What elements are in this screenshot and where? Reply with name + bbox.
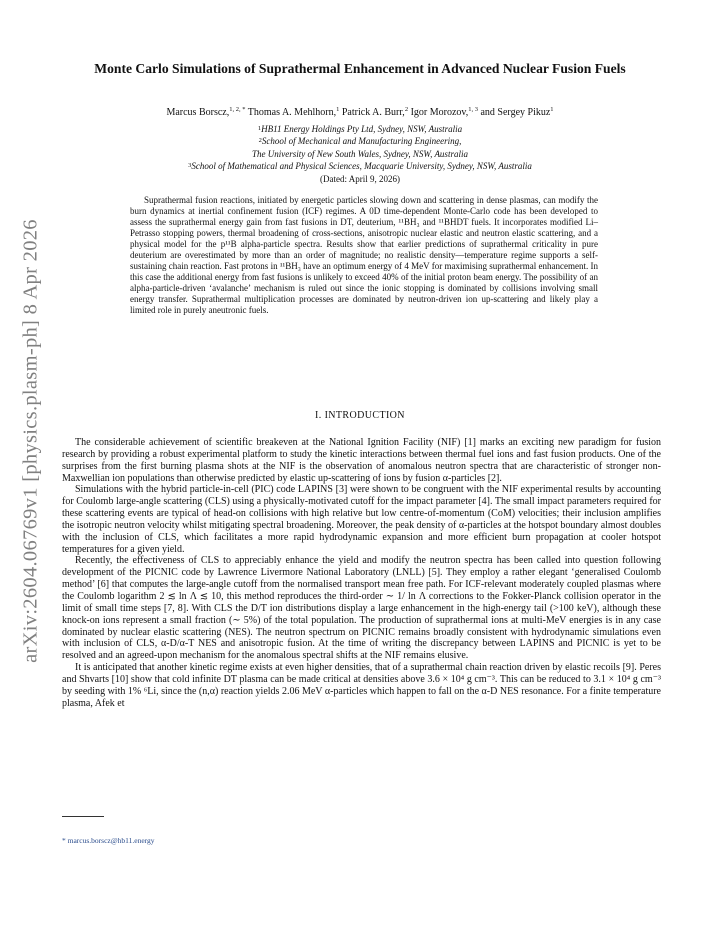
dated-line: (Dated: April 9, 2026) bbox=[320, 174, 400, 184]
author: and Sergey Pikuz$^1$ bbox=[480, 106, 554, 118]
author: Marcus Borscz,$^{1, 2, *}$ bbox=[166, 106, 246, 118]
arxiv-stamp bbox=[14, 206, 48, 676]
paragraph: Simulations with the hybrid particle-in-cell (PIC) code LAPINS [3] were shown to be congruent with the NIF experimental results by accounting for Coulomb large-angle scattering (CLS) using a physically-motivated cutoff for the impact parameter [4]. The small impact parameters required for these scattering events are typical of head-on collisions with high relative but low centre-of-momentum (CoM) velocities; their inclusion amplifies the isotropic neutron velocity whilst mitigating spectral broadening. Moreover, the peak density of α-particles at the hotspot boundary almost doubles with the inclusion of CLS, which facilitates a more rapid hydrodynamic expansion and more efficient burn propagation at cooler hotspot temperatures for a given yield. bbox=[62, 484, 661, 555]
footnote-rule bbox=[62, 816, 104, 817]
abstract: Suprathermal fusion reactions, initiated by energetic particles slowing down and scattering in dense plasmas, can modify the burn dynamics at inertial confinement fusion (ICF) regimes. A 0D time-dependent Monte-Carlo code has been developed to assess the suprathermal energy gain from fast fusions in DT, deuterium, ¹¹BH₃ and ¹¹BHDT fuels. It incorporates modified Li–Petrasso stopping powers, thermal broadening of cross-sections, anisotropic nuclear elastic and neutron elastic scattering, and a physical model for the p¹¹B alpha-particle spectra. Results show that earlier predictions of suprathermal criticality in pure deuterium are overestimated by more than an order of magnitude; no realistic density—temperature regime supports a self-sustaining chain reaction. Fast protons in ¹¹BH₃ have an optimum energy of 4 MeV for maximising suprathermal enhancement. In this case the additional energy from fast fusions is unlikely to exceed 40% of the initial proton beam energy. The possibility of an alpha-particle-driven ‘avalanche’ mechanism is ruled out since the ionic stopping is dominated by collisions involving small energy transfer. Suprathermal multiplication processes are dominated by neutron-driven ion up-scattering and likely play a limited role in purely aneutronic fuels. bbox=[130, 195, 598, 315]
paragraph: The considerable achievement of scientific breakeven at the National Ignition Facility (NIF) [1] marks an exciting new paradigm for fusion research by providing a robust experimental platform to study the kinetic interactions between thermal fuel ions and fast fusion products. One of the surprises from the first burning plasma shots at the NIF is the observation of anomalous neutron spectra that are characteristic of stronger non-Maxwellian ion populations than otherwise predicted by elastic up-scattering of ions by fusion α-particles [2]. bbox=[62, 437, 661, 484]
body-text bbox=[62, 437, 661, 709]
arxiv-id: arXiv:2604.06769v1 [physics.plasm-ph] 8 Apr 2026 bbox=[19, 219, 42, 663]
author: Patrick A. Burr,$^2$ bbox=[341, 106, 409, 118]
affiliation: $^1$HB11 Energy Holdings Pty Ltd, Sydney, NSW, Australia bbox=[257, 124, 463, 134]
paragraph: It is anticipated that another kinetic regime exists at even higher densities, that of a suprathermal chain reaction driven by elastic recoils [9]. Peres and Shvarts [10] show that cold infinite DT plasma can be made critical at densities above 3.6 × 10⁴ g cm⁻³. This can be reduced to 3.1 × 10⁴ g cm⁻³ by seeding with 1% ⁶Li, since the (n,α) reaction yields 2.06 MeV α-particles which happen to fall on the α-D NES resonance. For a finite temperature plasma, Afek et bbox=[62, 662, 661, 709]
affiliation: $^2$School of Mechanical and Manufacturing Engineering, bbox=[258, 136, 462, 146]
affiliation: The University of New South Wales, Sydney, NSW, Australia bbox=[252, 149, 468, 159]
footnote-email-link[interactable]: * marcus.borscz@hb11.energy bbox=[62, 836, 155, 845]
author-list bbox=[60, 107, 660, 118]
paper-title: Monte Carlo Simulations of Suprathermal Enhancement in Advanced Nuclear Fusion Fuels bbox=[94, 61, 626, 76]
author: Thomas A. Mehlhorn,$^1$ bbox=[247, 106, 340, 118]
author: Igor Morozov,$^{1, 3}$ bbox=[410, 106, 478, 118]
section-heading: I. INTRODUCTION bbox=[315, 410, 405, 421]
affiliation: $^3$School of Mathematical and Physical Sciences, Macquarie University, Sydney, NSW, Australia bbox=[188, 161, 532, 171]
paragraph: Recently, the effectiveness of CLS to appreciably enhance the yield and modify the neutron spectra has been called into question following development of the PICNIC code by Lawrence Livermore National Laboratory (LNLL) [5]. They employ a rather elegant ‘generalised Coulomb method’ [6] that computes the large-angle cutoff from the normalised transport mean free path. For ICF-relevant moderately coupled plasmas where the Coulomb logarithm 2 ≲ ln Λ ≲ 10, this method reproduces the third-order ∼ 1/ ln Λ corrections to the Fokker-Planck collision operator in the limit of small time steps [7, 8]. With CLS the D/T ion distributions display a large enhancement in the high-energy tail (>100 keV), although these knock-on ions represent a small fraction (∼ 5%) of the total population. The production of suprathermal ions at multi-MeV energies is in any case dominated by nuclear elastic scattering (NES). The neutron spectrum on PICNIC remains broadly consistent with hydrodynamic simulations even with inclusion of CLS, α-D/α-T NES and anisotropic fusion. At the time of writing the discrepancy between LAPINS and PICNIC is yet to be resolved and an agreed-upon mechanism for the anomalous spectral shifts at the NIF remains elusive. bbox=[62, 555, 661, 662]
